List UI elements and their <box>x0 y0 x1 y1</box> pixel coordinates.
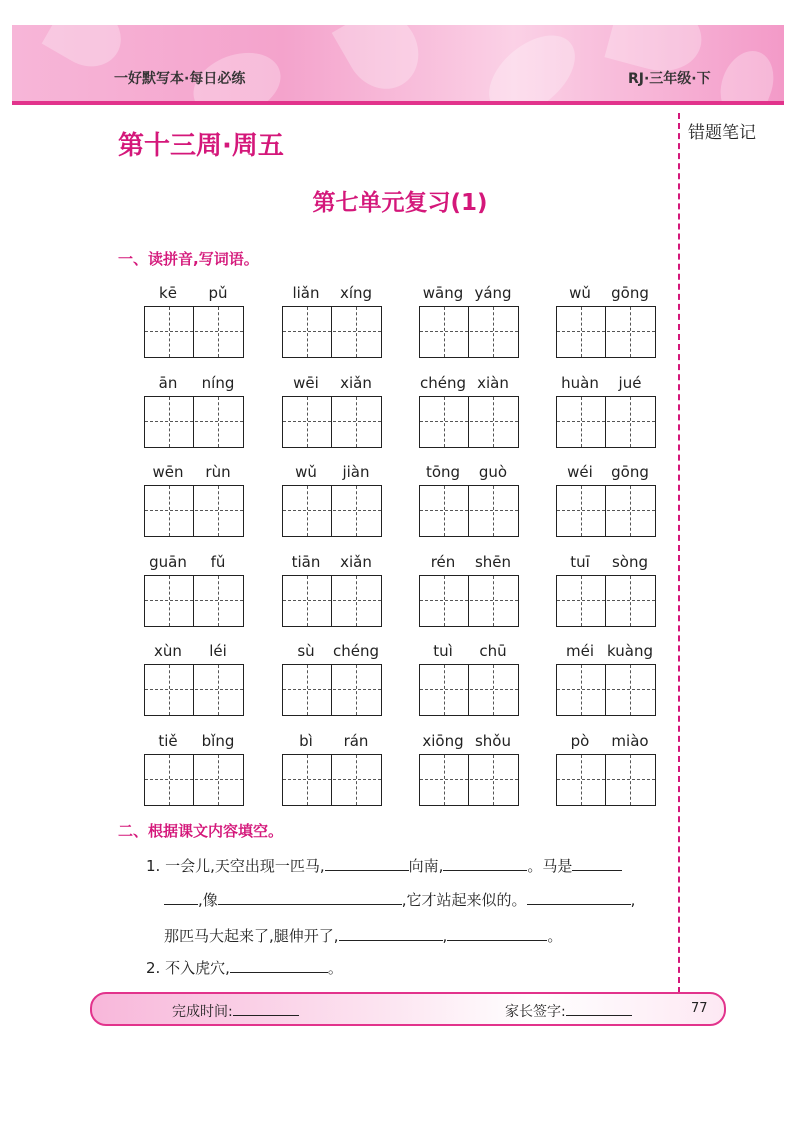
unit-title-text: 第七单元复习(1) <box>312 190 488 216</box>
question-1-line-2 <box>164 889 635 910</box>
completion-time-blank[interactable] <box>233 1003 299 1016</box>
pinyin-syllable: wǔ <box>569 284 591 302</box>
pinyin-syllable: chéng <box>332 642 379 660</box>
pinyin-syllable: rán <box>343 732 369 750</box>
grid-guide-line <box>493 755 494 805</box>
pinyin-word-item <box>556 642 656 714</box>
section2-title: 二、根据课文内容填空。 <box>118 822 284 840</box>
pinyin-syllable: tiě <box>158 732 178 750</box>
pinyin-syllable: wāng <box>422 284 464 302</box>
pinyin-word-item <box>419 642 519 714</box>
pinyin-text <box>282 284 382 302</box>
pinyin-syllable: xiōng <box>422 732 464 750</box>
writing-grid[interactable] <box>419 754 519 806</box>
grid-guide-line <box>218 576 219 626</box>
grid-guide-line <box>331 307 332 357</box>
grid-guide-line <box>605 576 606 626</box>
grid-guide-line <box>331 755 332 805</box>
pinyin-syllable: wēn <box>152 463 184 481</box>
answer-blank[interactable] <box>218 890 402 905</box>
grid-guide-line <box>605 397 606 447</box>
writing-grid[interactable] <box>144 664 244 716</box>
completion-time <box>172 1001 299 1021</box>
grid-guide-line <box>493 486 494 536</box>
writing-grid[interactable] <box>419 306 519 358</box>
answer-blank[interactable] <box>164 890 198 905</box>
pinyin-word-item <box>282 284 382 356</box>
writing-grid[interactable] <box>556 485 656 537</box>
writing-grid[interactable] <box>282 485 382 537</box>
writing-grid[interactable] <box>144 485 244 537</box>
question-1-line-3 <box>164 925 562 946</box>
pinyin-word-item <box>282 463 382 535</box>
grid-guide-line <box>307 486 308 536</box>
answer-blank[interactable] <box>527 890 631 905</box>
pinyin-syllable: kē <box>159 284 177 302</box>
pinyin-word-item <box>419 284 519 356</box>
pinyin-syllable: tuì <box>433 642 453 660</box>
q1-line3-b: , <box>442 927 448 945</box>
grid-guide-line <box>557 779 655 780</box>
q2-text-a: 2. 不入虎穴, <box>146 959 230 977</box>
pinyin-word-item <box>144 553 244 625</box>
completion-time-label: 完成时间: <box>172 1004 233 1020</box>
grid-guide-line <box>581 307 582 357</box>
writing-grid[interactable] <box>144 754 244 806</box>
pinyin-syllable: níng <box>201 374 235 392</box>
pinyin-syllable: guān <box>149 553 187 571</box>
pinyin-text <box>282 732 382 750</box>
pinyin-syllable: rén <box>430 553 456 571</box>
q1-line2-a: ,像 <box>198 891 218 909</box>
pinyin-syllable: tuī <box>570 553 590 571</box>
grid-guide-line <box>420 779 518 780</box>
grid-guide-line <box>145 421 243 422</box>
pinyin-syllable: xiàn <box>477 374 509 392</box>
grid-guide-line <box>444 486 445 536</box>
writing-grid[interactable] <box>282 575 382 627</box>
grid-guide-line <box>493 576 494 626</box>
grid-guide-line <box>468 665 469 715</box>
grid-guide-line <box>283 331 381 332</box>
pinyin-syllable: tōng <box>425 463 461 481</box>
pinyin-syllable: shǒu <box>474 732 511 750</box>
header-left-text: 一好默写本·每日必练 <box>114 71 246 87</box>
grid-guide-line <box>420 600 518 601</box>
pinyin-syllable: guò <box>478 463 508 481</box>
question-2 <box>146 957 343 978</box>
pinyin-syllable: jué <box>618 374 642 392</box>
pinyin-syllable: ān <box>158 374 178 392</box>
writing-grid[interactable] <box>282 664 382 716</box>
grid-guide-line <box>468 576 469 626</box>
pinyin-syllable: méi <box>565 642 594 660</box>
pinyin-text <box>556 374 656 392</box>
pinyin-syllable: léi <box>209 642 227 660</box>
grid-guide-line <box>444 755 445 805</box>
writing-grid[interactable] <box>556 664 656 716</box>
grid-guide-line <box>557 331 655 332</box>
grid-guide-line <box>420 689 518 690</box>
pinyin-syllable: rùn <box>205 463 231 481</box>
grid-guide-line <box>356 576 357 626</box>
q1-line3-a: 那匹马大起来了,腿伸开了, <box>164 927 339 945</box>
grid-guide-line <box>145 331 243 332</box>
pinyin-text <box>556 732 656 750</box>
pinyin-word-item <box>419 463 519 535</box>
writing-grid[interactable] <box>419 575 519 627</box>
sidebar-dashed-divider <box>678 113 680 993</box>
grid-guide-line <box>218 755 219 805</box>
writing-grid[interactable] <box>144 575 244 627</box>
grid-guide-line <box>557 510 655 511</box>
grid-guide-line <box>169 576 170 626</box>
pinyin-text <box>144 642 244 660</box>
pinyin-word-item <box>556 553 656 625</box>
q1-text-b: 向南, <box>408 857 444 875</box>
pinyin-word-item <box>282 642 382 714</box>
question-1-line-1 <box>146 855 622 876</box>
writing-grid[interactable] <box>419 485 519 537</box>
grid-guide-line <box>218 397 219 447</box>
grid-guide-line <box>420 510 518 511</box>
grid-guide-line <box>420 421 518 422</box>
grid-guide-line <box>283 421 381 422</box>
grid-guide-line <box>218 307 219 357</box>
grid-guide-line <box>468 307 469 357</box>
grid-guide-line <box>581 665 582 715</box>
grid-guide-line <box>169 755 170 805</box>
header-right-text: RJ·三年级·下 <box>628 71 711 87</box>
writing-grid[interactable] <box>419 396 519 448</box>
pinyin-word-item <box>282 374 382 446</box>
q1-line2-b: ,它才站起来似的。 <box>401 891 527 909</box>
grid-guide-line <box>307 755 308 805</box>
grid-guide-line <box>557 600 655 601</box>
pinyin-word-item <box>556 284 656 356</box>
pinyin-syllable: chū <box>479 642 507 660</box>
pinyin-syllable: tiān <box>291 553 321 571</box>
answer-blank[interactable] <box>325 856 409 871</box>
grid-guide-line <box>307 397 308 447</box>
q2-text-b: 。 <box>327 959 343 977</box>
grid-guide-line <box>169 307 170 357</box>
week-title: 第十三周·周五 <box>118 131 284 161</box>
pinyin-word-item <box>419 553 519 625</box>
pinyin-text <box>144 284 244 302</box>
pinyin-syllable: wǔ <box>295 463 317 481</box>
grid-guide-line <box>630 665 631 715</box>
pinyin-syllable: gōng <box>611 284 649 302</box>
pinyin-syllable: pǔ <box>208 284 228 302</box>
pinyin-word-item <box>144 642 244 714</box>
pinyin-word-item <box>282 732 382 804</box>
pinyin-word-item <box>556 374 656 446</box>
pinyin-text <box>282 642 382 660</box>
writing-grid[interactable] <box>419 664 519 716</box>
header-banner <box>12 25 784 103</box>
q1-text-c: 。马是 <box>527 857 573 875</box>
pinyin-text <box>144 374 244 392</box>
grid-guide-line <box>630 307 631 357</box>
answer-blank[interactable] <box>339 926 443 941</box>
pinyin-syllable: yáng <box>474 284 512 302</box>
pinyin-syllable: pò <box>570 732 590 750</box>
grid-guide-line <box>444 397 445 447</box>
pinyin-word-item <box>144 284 244 356</box>
grid-guide-line <box>356 755 357 805</box>
q1-line3-c: 。 <box>547 927 563 945</box>
grid-guide-line <box>283 689 381 690</box>
answer-blank[interactable] <box>447 926 547 941</box>
pinyin-syllable: sù <box>297 642 315 660</box>
grid-guide-line <box>468 397 469 447</box>
grid-guide-line <box>581 576 582 626</box>
pinyin-word-item <box>556 732 656 804</box>
pinyin-text <box>419 732 519 750</box>
grid-guide-line <box>307 307 308 357</box>
pinyin-syllable: xíng <box>339 284 373 302</box>
grid-guide-line <box>468 755 469 805</box>
pinyin-text <box>144 553 244 571</box>
pinyin-word-item <box>144 374 244 446</box>
pinyin-syllable: xiǎn <box>340 553 372 571</box>
grid-guide-line <box>169 486 170 536</box>
pinyin-text <box>419 642 519 660</box>
grid-guide-line <box>605 665 606 715</box>
pinyin-text <box>556 463 656 481</box>
parent-signature-blank[interactable] <box>566 1003 632 1016</box>
pinyin-text <box>144 732 244 750</box>
grid-guide-line <box>356 307 357 357</box>
grid-guide-line <box>283 779 381 780</box>
grid-guide-line <box>218 665 219 715</box>
pinyin-syllable: jiàn <box>342 463 370 481</box>
q1-text-a: 1. 一会儿,天空出现一匹马, <box>146 857 325 875</box>
grid-guide-line <box>444 576 445 626</box>
pinyin-text <box>419 553 519 571</box>
writing-grid[interactable] <box>282 754 382 806</box>
grid-guide-line <box>283 510 381 511</box>
section1-title: 一、读拼音,写词语。 <box>118 250 259 268</box>
grid-guide-line <box>331 665 332 715</box>
writing-grid[interactable] <box>282 306 382 358</box>
grid-guide-line <box>218 486 219 536</box>
grid-guide-line <box>605 486 606 536</box>
pinyin-text <box>282 463 382 481</box>
pinyin-text <box>419 374 519 392</box>
grid-guide-line <box>356 397 357 447</box>
answer-blank[interactable] <box>230 958 328 973</box>
pinyin-syllable: fǔ <box>210 553 226 571</box>
grid-guide-line <box>193 486 194 536</box>
grid-guide-line <box>307 665 308 715</box>
grid-guide-line <box>331 486 332 536</box>
grid-guide-line <box>630 576 631 626</box>
writing-grid[interactable] <box>144 306 244 358</box>
pinyin-syllable: xiǎn <box>340 374 372 392</box>
grid-guide-line <box>581 755 582 805</box>
pinyin-syllable: sòng <box>611 553 649 571</box>
pinyin-text <box>556 553 656 571</box>
writing-grid[interactable] <box>144 396 244 448</box>
grid-guide-line <box>169 665 170 715</box>
grid-guide-line <box>331 576 332 626</box>
page-number: 77 <box>691 1001 708 1016</box>
pinyin-syllable: chéng <box>419 374 466 392</box>
grid-guide-line <box>193 307 194 357</box>
grid-guide-line <box>356 486 357 536</box>
grid-guide-line <box>169 397 170 447</box>
pinyin-syllable: huàn <box>561 374 599 392</box>
pinyin-word-item <box>556 463 656 535</box>
grid-guide-line <box>307 576 308 626</box>
q1-line2-c: , <box>630 891 636 909</box>
pinyin-syllable: gōng <box>611 463 649 481</box>
pinyin-text <box>282 553 382 571</box>
pinyin-word-item <box>282 553 382 625</box>
writing-grid[interactable] <box>282 396 382 448</box>
grid-guide-line <box>193 755 194 805</box>
grid-guide-line <box>193 576 194 626</box>
grid-guide-line <box>493 307 494 357</box>
grid-guide-line <box>468 486 469 536</box>
pinyin-text <box>419 463 519 481</box>
grid-guide-line <box>581 486 582 536</box>
grid-guide-line <box>557 421 655 422</box>
pinyin-word-item <box>144 732 244 804</box>
grid-guide-line <box>444 307 445 357</box>
grid-guide-line <box>145 779 243 780</box>
grid-guide-line <box>283 600 381 601</box>
writing-grid[interactable] <box>556 306 656 358</box>
grid-guide-line <box>145 600 243 601</box>
parent-signature-label: 家长签字: <box>505 1004 566 1020</box>
pinyin-word-item <box>419 374 519 446</box>
answer-blank[interactable] <box>572 856 622 871</box>
pinyin-syllable: xùn <box>154 642 182 660</box>
parent-signature <box>505 1001 632 1021</box>
grid-guide-line <box>356 665 357 715</box>
grid-guide-line <box>444 665 445 715</box>
pinyin-word-item <box>144 463 244 535</box>
pinyin-text <box>556 642 656 660</box>
pinyin-syllable: shēn <box>474 553 512 571</box>
pinyin-text <box>144 463 244 481</box>
grid-guide-line <box>145 510 243 511</box>
pinyin-text <box>556 284 656 302</box>
unit-title <box>0 184 800 217</box>
error-notes-label: 错题笔记 <box>688 123 756 143</box>
pinyin-text <box>419 284 519 302</box>
pinyin-syllable: bì <box>299 732 313 750</box>
pinyin-syllable: kuàng <box>607 642 653 660</box>
grid-guide-line <box>581 397 582 447</box>
writing-grid[interactable] <box>556 396 656 448</box>
answer-blank[interactable] <box>443 856 527 871</box>
grid-guide-line <box>145 689 243 690</box>
writing-grid[interactable] <box>556 575 656 627</box>
grid-guide-line <box>493 397 494 447</box>
grid-guide-line <box>605 755 606 805</box>
pinyin-text <box>282 374 382 392</box>
grid-guide-line <box>630 755 631 805</box>
grid-guide-line <box>331 397 332 447</box>
writing-grid[interactable] <box>556 754 656 806</box>
grid-guide-line <box>630 486 631 536</box>
grid-guide-line <box>557 689 655 690</box>
grid-guide-line <box>605 307 606 357</box>
header-divider <box>12 101 784 105</box>
pinyin-syllable: miào <box>611 732 649 750</box>
pinyin-syllable: bǐng <box>201 732 235 750</box>
pinyin-word-item <box>419 732 519 804</box>
grid-guide-line <box>420 331 518 332</box>
pinyin-syllable: liǎn <box>292 284 320 302</box>
grid-guide-line <box>630 397 631 447</box>
pinyin-syllable: wéi <box>567 463 593 481</box>
pinyin-syllable: wēi <box>293 374 319 392</box>
grid-guide-line <box>193 665 194 715</box>
grid-guide-line <box>493 665 494 715</box>
grid-guide-line <box>193 397 194 447</box>
